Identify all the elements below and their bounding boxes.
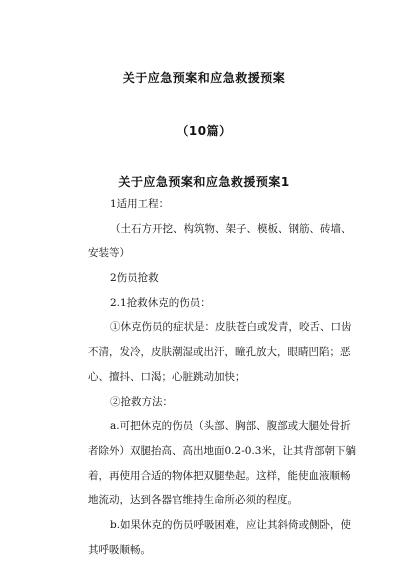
paragraph-line: （土石方开挖、构筑物、架子、模板、钢筋、砖墙、 [110,222,352,235]
paragraph-line: 安装等） [88,247,130,260]
paragraph-line: 者除外）双腿抬高、高出地面0.2-0.3米，让其背部朝下躺 [88,444,356,457]
document-body [88,192,356,562]
paragraph-line: 地流动，达到各器官维持生命所必须的程度。 [88,494,298,507]
paragraph-line: 其呼吸顺畅。 [88,543,151,556]
paragraph-line: 着，再使用合适的物体把双腿垫起。这样，能使血液顺畅 [88,469,351,482]
paragraph-line: 2.1抢救休克的伤员： [110,296,211,309]
paragraph-line: 1适用工程： [110,198,170,210]
paragraph-line: 2伤员抢救 [110,272,159,285]
paragraph-line: 不清，发冷，皮肤潮湿或出汗，瞳孔放大，眼睛凹陷；恶 [88,346,351,359]
paragraph-line: b.如果休克的伤员呼吸困难，应让其斜倚或侧卧，使 [110,518,352,531]
paragraph-line: a.可把休克的伤员（头部、胸部、腹部或大腿处骨折 [110,420,351,433]
paragraph-line: ②抢救方法： [110,395,173,408]
article-count: （10篇） [176,124,232,138]
paragraph-line: ①休克伤员的症状是：皮肤苍白或发青，咬舌、口齿 [110,321,352,334]
paragraph-line: 心、擅抖、口渴；心脏跳动加快； [88,370,246,383]
section-title: 关于应急预案和应急救援预案1 [118,175,290,189]
document-title: 关于应急预案和应急救援预案 [122,71,286,85]
